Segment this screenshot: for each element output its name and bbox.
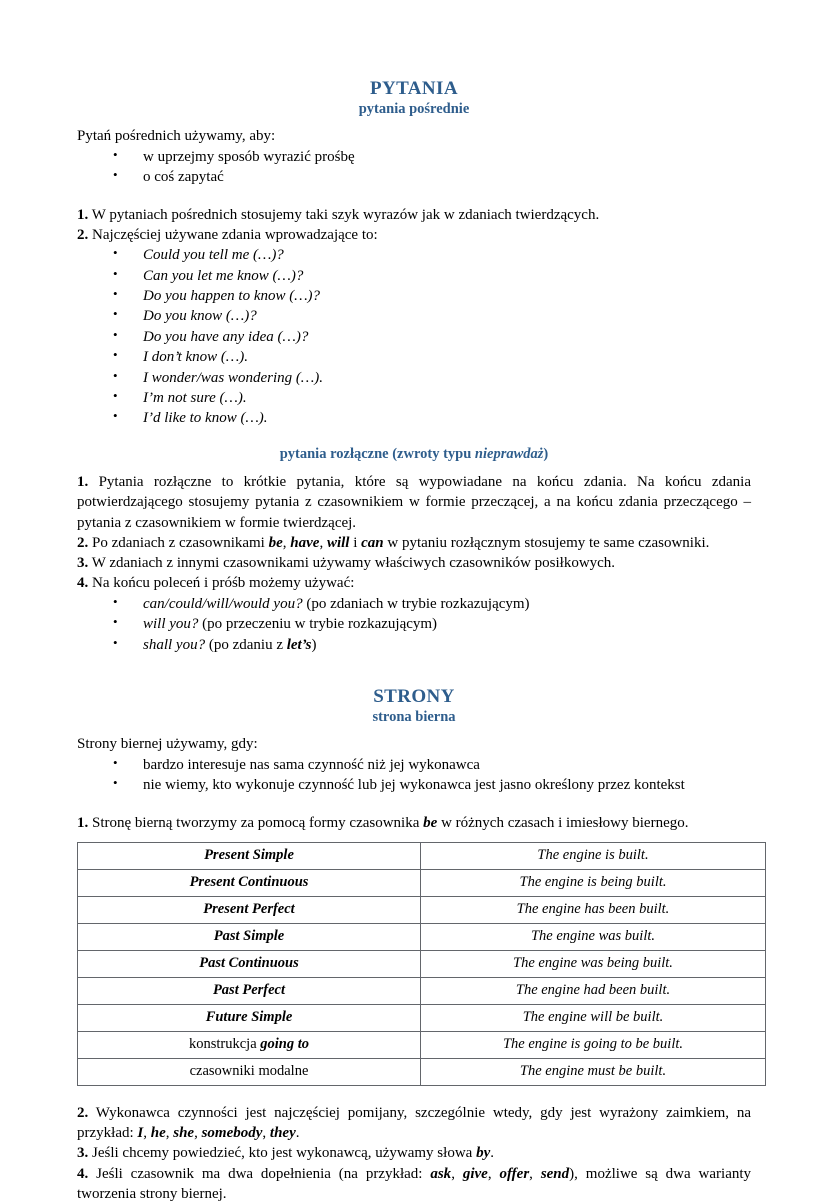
list-item xyxy=(113,388,751,408)
lead-strony: Strony biernej używamy, gdy: xyxy=(77,736,258,753)
phrase-text: I don’t know (…). xyxy=(143,349,248,366)
table-cell-tense: Past Continuous xyxy=(78,950,421,977)
table-row xyxy=(78,1004,766,1031)
phrase-lets: let’s xyxy=(286,636,312,653)
verb-be: be xyxy=(423,814,438,831)
pronoun-she: she xyxy=(173,1125,195,1142)
verb-can: can xyxy=(361,534,384,551)
usage-note-b: ) xyxy=(311,636,317,653)
tense-plain: konstrukcja xyxy=(188,1035,261,1052)
table-cell-example: The engine must be built. xyxy=(421,1058,766,1085)
verb-offer: offer xyxy=(499,1165,530,1182)
list-item xyxy=(113,266,751,286)
lead-bullets-strony xyxy=(77,755,751,796)
numbered-item-2-strony xyxy=(77,1103,751,1144)
usage-phrase: shall you? xyxy=(143,636,206,653)
phrase-text: Do you happen to know (…)? xyxy=(143,288,321,305)
list-item xyxy=(113,775,751,795)
item-text-e: w pytaniu rozłącznym stosujemy te same czasowniki. xyxy=(383,534,710,551)
table-cell-example: The engine had been built. xyxy=(421,977,766,1004)
item-number: 2. xyxy=(77,534,89,551)
bullet-text: nie wiemy, kto wykonuje czynność lub jej wykonawca jest jasno określony przez kontekst xyxy=(143,777,685,794)
list-item xyxy=(113,755,751,775)
sep: i xyxy=(349,534,362,551)
item-text: Najczęściej używane zdania wprowadzające to: xyxy=(88,227,378,244)
item-text: W pytaniach pośrednich stosujemy taki szyk wyrazów jak w zdaniach twierdzących. xyxy=(88,206,600,223)
table-cell-tense: Future Simple xyxy=(78,1004,421,1031)
sep: , xyxy=(487,1165,500,1182)
item-number: 4. xyxy=(77,1165,89,1182)
list-item xyxy=(113,286,751,306)
phrase-text: Can you let me know (…)? xyxy=(143,267,304,284)
passive-voice-table xyxy=(77,842,766,1086)
numbered-item-1-pytania xyxy=(77,205,751,225)
item-text-a: Jeśli chcemy powiedzieć, kto jest wykonawcą, używamy słowa xyxy=(88,1145,477,1162)
table-cell-example: The engine will be built. xyxy=(421,1004,766,1031)
verb-be: be xyxy=(268,534,283,551)
sep: , xyxy=(529,1165,541,1182)
usage-list xyxy=(77,594,751,655)
table-row xyxy=(78,869,766,896)
verb-will: will xyxy=(326,534,350,551)
list-item xyxy=(113,635,751,655)
sep: , xyxy=(319,534,327,551)
table-row xyxy=(78,950,766,977)
sep: , xyxy=(194,1125,202,1142)
item-text-b: w różnych czasach i imiesłowy biernego. xyxy=(437,814,689,831)
item-text-a: Po zdaniach z czasownikami xyxy=(88,534,269,551)
table-row xyxy=(78,896,766,923)
item-number: 4. xyxy=(77,575,89,592)
spacer xyxy=(77,796,751,813)
pronoun-i: I xyxy=(137,1125,144,1142)
table-cell-example: The engine was built. xyxy=(421,923,766,950)
numbered-item-2-pytania xyxy=(77,225,751,245)
verb-have: have xyxy=(290,534,320,551)
numbered-item-3-strony xyxy=(77,1143,751,1163)
bullet-text: w uprzejmy sposób wyrazić prośbę xyxy=(143,149,355,166)
table-row xyxy=(78,842,766,869)
subtitle-strona-bierna: strona bierna xyxy=(372,708,456,725)
verb-send: send xyxy=(540,1165,570,1182)
pronoun-they: they xyxy=(269,1125,296,1142)
bullet-text: bardzo interesuje nas sama czynność niż jej wykonawca xyxy=(143,756,480,773)
page-title-pytania: PYTANIA xyxy=(370,78,458,99)
sep: . xyxy=(295,1125,300,1142)
usage-phrase: will you? xyxy=(143,616,199,633)
table-row xyxy=(78,923,766,950)
subtitle-plain: pytania rozłączne (zwroty typu xyxy=(279,445,475,462)
phrase-text: Could you tell me (…)? xyxy=(143,247,284,264)
list-item xyxy=(113,327,751,347)
page-title-strony: STRONY xyxy=(373,685,455,707)
numbered-item-1-strony xyxy=(77,813,751,833)
list-item xyxy=(113,408,751,428)
list-item xyxy=(113,347,751,367)
list-item xyxy=(113,594,751,614)
sep: , xyxy=(165,1125,174,1142)
lead-bullets-pytania xyxy=(77,147,751,188)
verb-give: give xyxy=(462,1165,488,1182)
numbered-item-2-rozlaczne xyxy=(77,533,751,553)
pronoun-somebody: somebody xyxy=(201,1125,263,1142)
item-text: Pytania rozłączne to krótkie pytania, które są wypowiadane na końcu zdania. Na końcu zdania potwierdzającego stosujemy pytania z czasownikiem w formie przeczącej, a na końcu zdania przeczącego – pytania z czasownikiem w formie twierdzącej. xyxy=(77,474,751,531)
numbered-item-4-strony xyxy=(77,1164,751,1204)
table-cell-example: The engine was being built. xyxy=(421,950,766,977)
table-cell-tense xyxy=(78,1031,421,1058)
subtitle-close: ) xyxy=(543,445,549,462)
item-number: 3. xyxy=(77,555,89,572)
table-cell-example: The engine is built. xyxy=(421,842,766,869)
section-strony xyxy=(77,686,751,1204)
sep: , xyxy=(451,1165,463,1182)
item-number: 1. xyxy=(77,474,89,491)
usage-note: (po przeczeniu w trybie rozkazującym) xyxy=(198,616,438,633)
item-number: 1. xyxy=(77,206,89,223)
table-cell-tense: czasowniki modalne xyxy=(78,1058,421,1085)
table-cell-tense: Past Simple xyxy=(78,923,421,950)
usage-note-a: (po zdaniu z xyxy=(205,636,287,653)
sep: , xyxy=(143,1125,151,1142)
item-text-a: Wykonawca czynności jest najczęściej pomijany, szczególnie wtedy, gdy jest wyrażony zaimkiem, na przykład: xyxy=(77,1104,751,1142)
bullet-text: o coś zapytać xyxy=(143,169,224,186)
numbered-item-1-rozlaczne xyxy=(77,472,751,533)
phrase-text: I’d like to know (…). xyxy=(143,410,268,427)
phrase-text: I wonder/was wondering (…). xyxy=(143,369,323,386)
numbered-item-4-rozlaczne xyxy=(77,573,751,593)
list-item xyxy=(113,368,751,388)
tense-emph: going to xyxy=(260,1035,310,1052)
sep: , xyxy=(282,534,291,551)
item-text-b: ), możliwe są dwa warianty tworzenia strony biernej. xyxy=(77,1165,752,1202)
subtitle-italic: nieprawdaż xyxy=(474,445,544,462)
spacer xyxy=(77,1086,751,1103)
verb-ask: ask xyxy=(430,1165,452,1182)
spacer xyxy=(77,188,751,205)
sep: , xyxy=(262,1125,270,1142)
list-item xyxy=(113,167,751,187)
item-number: 2. xyxy=(77,1104,89,1121)
table-cell-example: The engine is going to be built. xyxy=(421,1031,766,1058)
section-pytania xyxy=(77,78,751,429)
usage-phrase: can/could/will/would you? xyxy=(143,595,303,612)
subtitle-pytania-rozlaczne xyxy=(77,446,751,463)
list-item xyxy=(113,147,751,167)
lead-pytania: Pytań pośrednich używamy, aby: xyxy=(77,128,276,145)
section-pytania-rozlaczne xyxy=(77,446,751,655)
table-row xyxy=(78,1031,766,1058)
numbered-item-3-rozlaczne xyxy=(77,553,751,573)
spacer xyxy=(77,655,751,686)
table-cell-tense: Present Perfect xyxy=(78,896,421,923)
spacer xyxy=(77,429,751,446)
table-row xyxy=(78,1058,766,1085)
table-cell-tense: Present Simple xyxy=(78,842,421,869)
phrase-text: Do you have any idea (…)? xyxy=(143,328,309,345)
spacer xyxy=(77,833,751,842)
phrase-text: I’m not sure (…). xyxy=(143,390,247,407)
list-item xyxy=(113,306,751,326)
table-cell-example: The engine is being built. xyxy=(421,869,766,896)
item-text-a: Stronę bierną tworzymy za pomocą formy czasownika xyxy=(88,814,424,831)
item-number: 3. xyxy=(77,1145,89,1162)
item-number: 1. xyxy=(77,814,89,831)
phrase-text: Do you know (…)? xyxy=(143,308,257,325)
table-cell-example: The engine has been built. xyxy=(421,896,766,923)
table-cell-tense: Past Perfect xyxy=(78,977,421,1004)
usage-note: (po zdaniach w trybie rozkazującym) xyxy=(302,595,530,612)
table-cell-tense: Present Continuous xyxy=(78,869,421,896)
item-text: Na końcu poleceń i próśb możemy używać: xyxy=(88,575,355,592)
table-row xyxy=(78,977,766,1004)
list-item xyxy=(113,245,751,265)
item-text-b: . xyxy=(490,1145,494,1162)
item-number: 2. xyxy=(77,227,89,244)
word-by: by xyxy=(476,1145,491,1162)
document-content xyxy=(77,78,751,1204)
subtitle-pytania-posrednie: pytania pośrednie xyxy=(358,100,470,117)
phrase-list xyxy=(77,245,751,429)
pronoun-he: he xyxy=(150,1125,166,1142)
item-text-a: Jeśli czasownik ma dwa dopełnienia (na przykład: xyxy=(88,1165,431,1182)
list-item xyxy=(113,614,751,634)
item-text: W zdaniach z innymi czasownikami używamy właściwych czasowników posiłkowych. xyxy=(88,555,616,572)
